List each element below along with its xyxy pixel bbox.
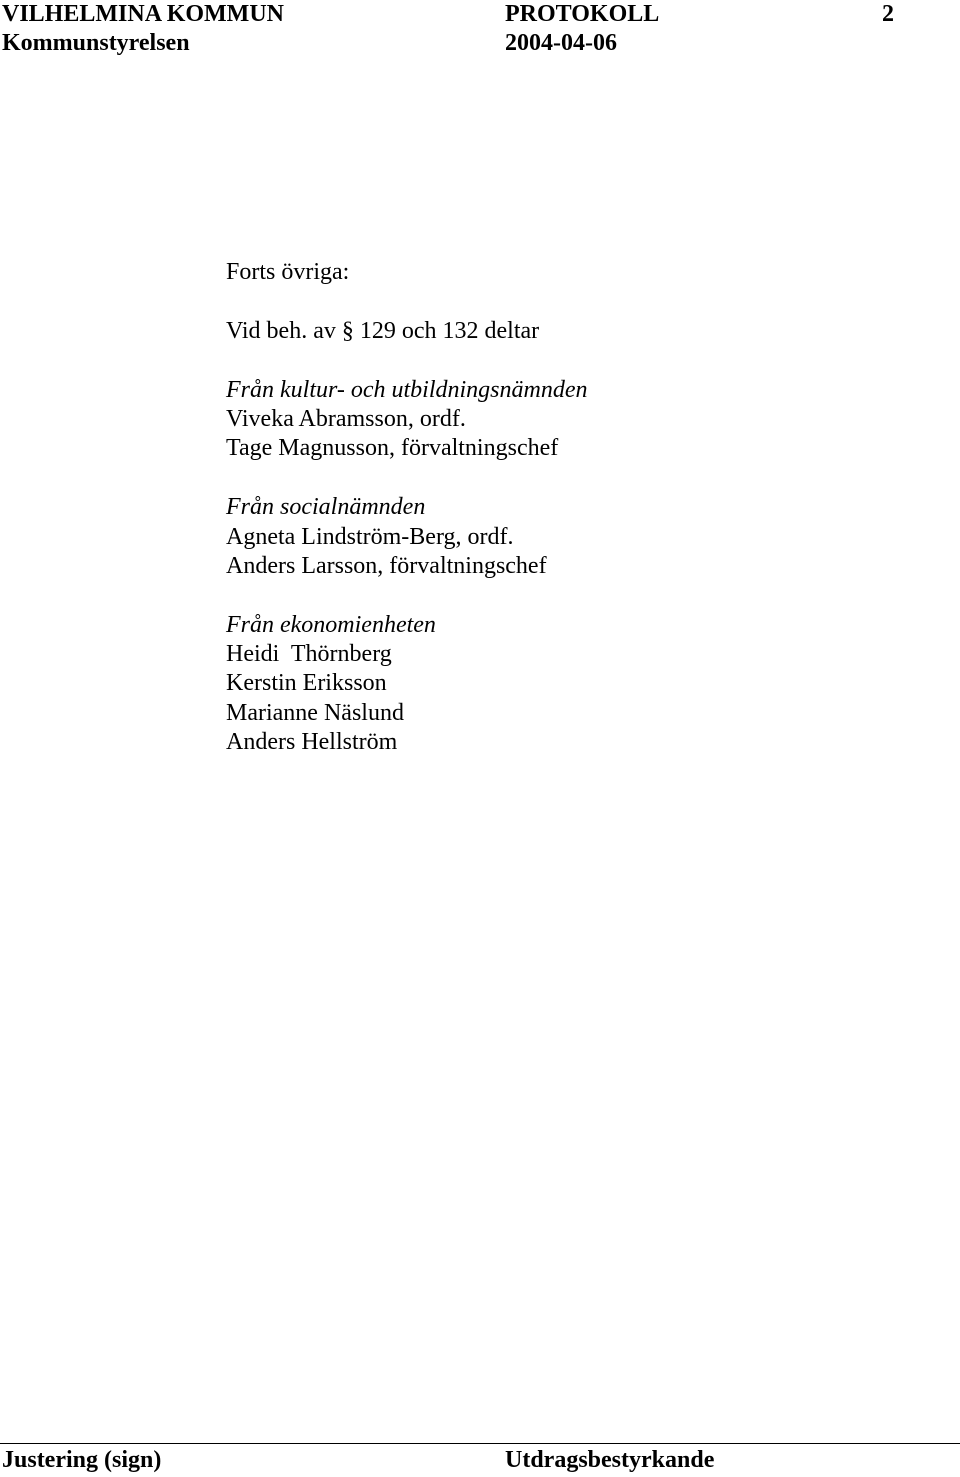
spacer — [226, 581, 588, 610]
member-name: Tage Magnusson, förvaltningschef — [226, 435, 559, 462]
document-body — [226, 258, 588, 758]
group-heading: Från socialnämnden — [226, 494, 426, 521]
member-name: Heidi Thörnberg — [226, 641, 392, 668]
member-name: Anders Larsson, förvaltningschef — [226, 552, 547, 579]
page-number: 2 — [882, 1, 894, 27]
footer-divider — [0, 1443, 960, 1444]
group-heading: Från ekonomienheten — [226, 611, 436, 638]
member-name: Kerstin Eriksson — [226, 670, 387, 697]
spacer — [226, 346, 588, 375]
document-type: PROTOKOLL — [505, 1, 660, 27]
member-name: Viveka Abramsson, ordf. — [226, 405, 466, 432]
spacer — [226, 287, 588, 316]
intro-line: Forts övriga: — [226, 259, 350, 285]
signature-label: Justering (sign) — [2, 1447, 162, 1473]
member-name: Anders Hellström — [226, 729, 398, 756]
board-name: Kommunstyrelsen — [2, 30, 190, 56]
subject-line: Vid beh. av § 129 och 132 deltar — [226, 317, 540, 344]
document-date: 2004-04-06 — [505, 30, 617, 56]
group-heading: Från kultur- och utbildningsnämnden — [226, 376, 588, 403]
organization-name: VILHELMINA KOMMUN — [2, 1, 284, 27]
spacer — [226, 464, 588, 493]
member-name: Agneta Lindström-Berg, ordf. — [226, 523, 514, 550]
certification-label: Utdragsbestyrkande — [505, 1447, 715, 1473]
member-name: Marianne Näslund — [226, 699, 404, 726]
